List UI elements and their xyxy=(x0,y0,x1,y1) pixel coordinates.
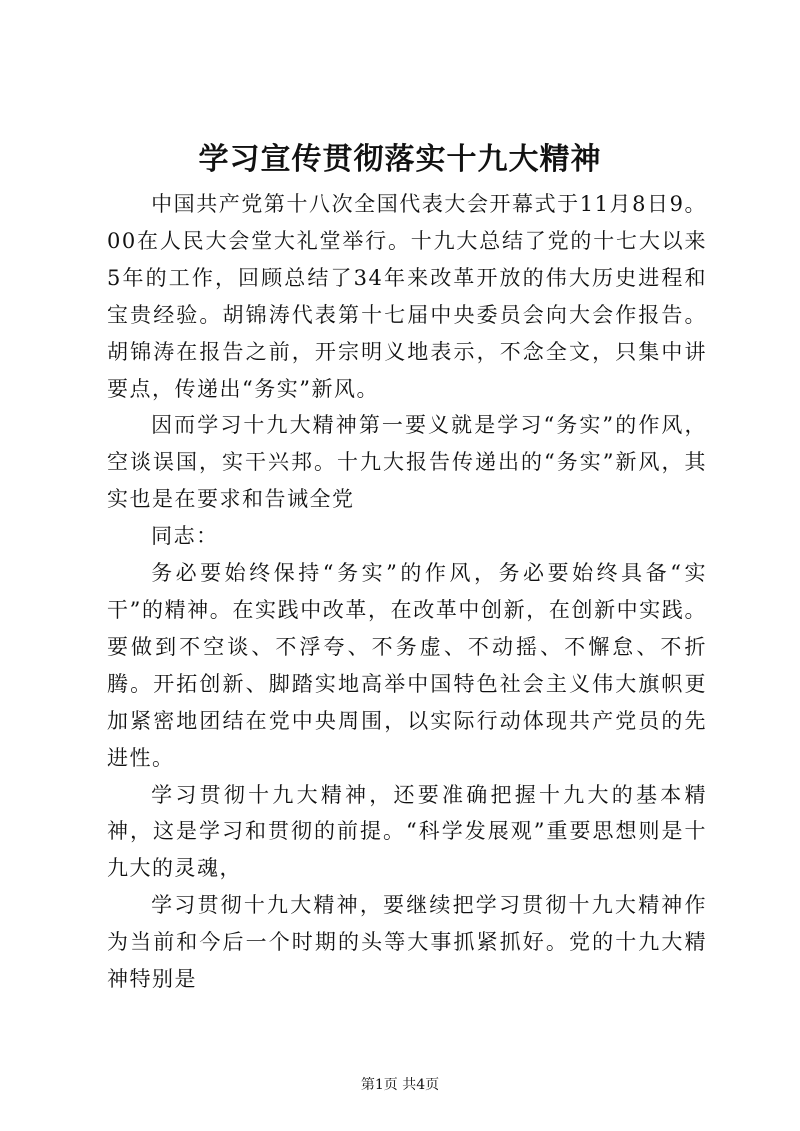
paragraph: 学习贯彻十九大精神，还要准确把握十九大的基本精神，这是学习和贯彻的前提。“科学发展观”重要思想则是十九大的灵魂， xyxy=(107,782,707,881)
document-title: 学习宣传贯彻落实十九大精神 xyxy=(198,142,602,177)
paragraph: 同志： xyxy=(151,524,219,549)
page-number-footer: 第1页 共4页 xyxy=(360,1077,440,1093)
paragraph: 中国共产党第十八次全国代表大会开幕式于11月8日9。00在人民大会堂大礼堂举行。十九大总结了党的十七大以来5年的工作，回顾总结了34年来改革开放的伟大历史进程和宝贵经验。胡锦涛代表第十七届中央委员会向大会作报告。胡锦涛在报告之前，开宗明义地表示，不念全文，只集中讲要点，传递出“务实”新风。 xyxy=(107,192,707,401)
paragraph: 务必要始终保持“务实”的作风，务必要始终具备“实干”的精神。在实践中改革，在改革中创新，在创新中实践。要做到不空谈、不浮夸、不务虚、不动摇、不懈怠、不折腾。开拓创新、脚踏实地高举中国特色社会主义伟大旗帜更加紧密地团结在党中央周围，以实际行动体现共产党员的先进性。 xyxy=(107,561,707,770)
paragraph: 因而学习十九大精神第一要义就是学习“务实”的作风，空谈误国，实干兴邦。十九大报告传递出的“务实”新风，其实也是在要求和告诫全党 xyxy=(107,413,707,512)
paragraph: 学习贯彻十九大精神，要继续把学习贯彻十九大精神作为当前和今后一个时期的头等大事抓紧抓好。党的十九大精神特别是 xyxy=(107,893,707,992)
document-body xyxy=(107,186,707,998)
